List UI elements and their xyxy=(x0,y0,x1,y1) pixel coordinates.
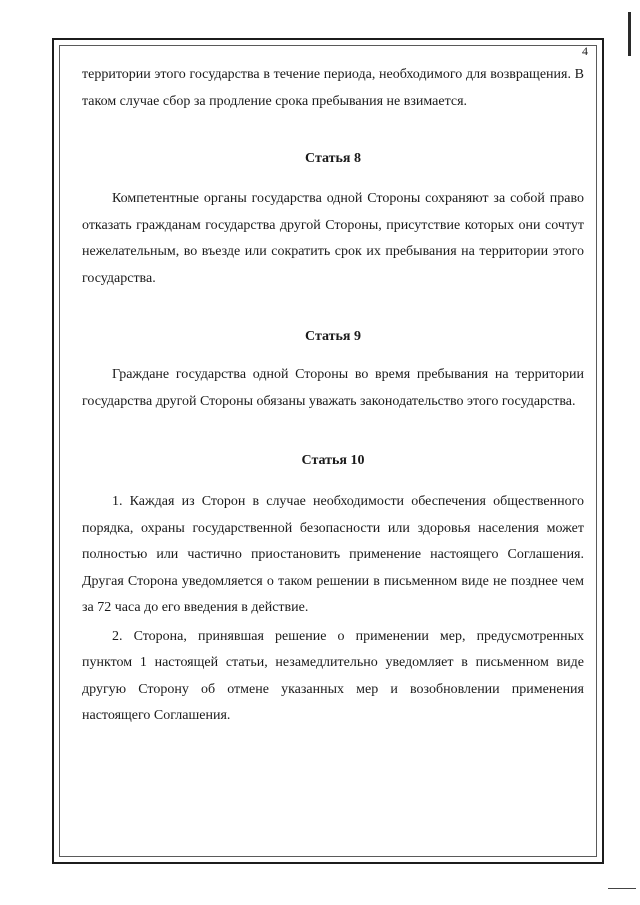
article-8-heading: Статья 8 xyxy=(305,151,361,166)
document-body xyxy=(82,62,584,730)
page-number: 4 xyxy=(582,44,588,58)
scan-edge-line xyxy=(608,888,636,889)
article-8-paragraph: Компетентные органы государства одной Стороны сохраняют за собой право отказать гражданам государства другой Стороны, присутствие которых они сочтут нежелательным, во въезде или сократить срок их пребывания на территории этого государства. xyxy=(82,191,584,286)
article-9-paragraph: Граждане государства одной Стороны во время пребывания на территории государства другой Стороны обязаны уважать законодательство этого государства. xyxy=(82,367,584,409)
article-10-clause-1: 1. Каждая из Сторон в случае необходимости обеспечения общественного порядка, охраны государственной безопасности или здоровья населения может полностью или частично приостановить применение настоящего Соглашения. Другая Сторона уведомляется о таком решении в письменном виде не позднее чем за 72 часа до его введения в действие. xyxy=(82,494,584,615)
article-10-clause-2: 2. Сторона, принявшая решение о применении мер, предусмотренных пунктом 1 настоящей статьи, незамедлительно уведомляет в письменном виде другую Сторону об отмене указанных мер и возобновлении применения настоящего Соглашения. xyxy=(82,628,584,723)
intro-paragraph: территории этого государства в течение периода, необходимого для возвращения. В таком случае сбор за продление срока пребывания не взимается. xyxy=(82,67,584,109)
article-10-heading: Статья 10 xyxy=(301,453,365,468)
scan-edge-mark xyxy=(628,12,631,56)
article-9-heading: Статья 9 xyxy=(305,329,361,344)
